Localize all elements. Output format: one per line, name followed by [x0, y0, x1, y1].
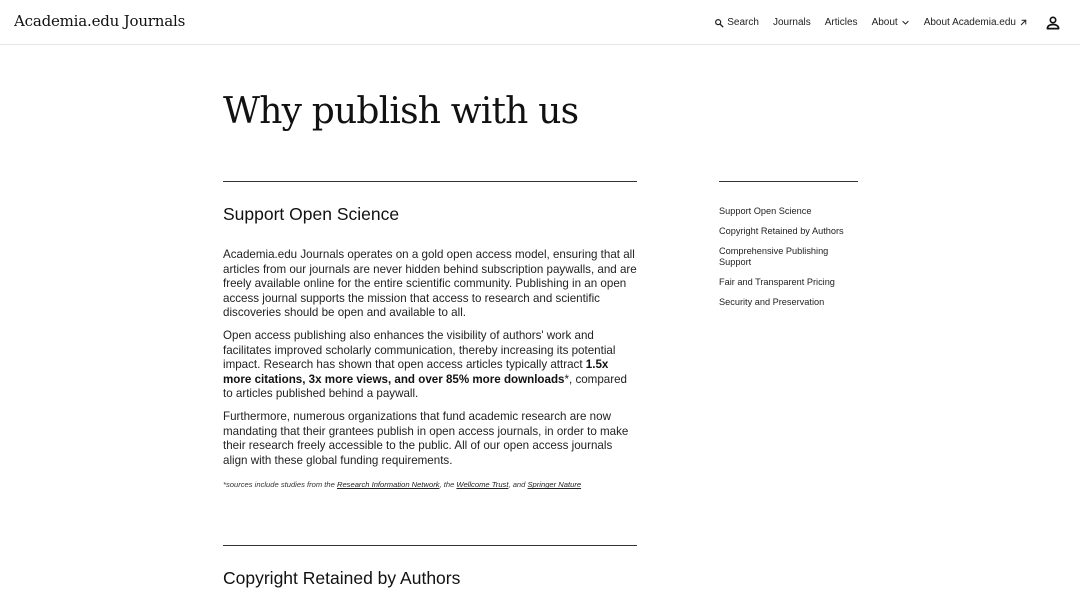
toc-item-pricing[interactable]: Fair and Transparent Pricing — [719, 277, 835, 287]
citation-stats-highlight: 1.5x more citations, 3x more views, and over 85% more downloads — [223, 358, 609, 386]
search-button[interactable] — [714, 17, 759, 28]
research-information-network-link[interactable]: Research Information Network — [336, 480, 440, 490]
external-arrow-icon — [1019, 18, 1028, 27]
section-heading-open-science: Support Open Science — [223, 204, 400, 224]
wellcome-trust-link[interactable]: Wellcome Trust — [456, 480, 509, 490]
search-icon — [714, 18, 724, 28]
nav-about-label: About — [871, 17, 898, 28]
person-icon — [1044, 19, 1062, 36]
paragraph-text: *, compared to articles published behind a paywall. — [223, 372, 627, 401]
top-navigation-bar — [0, 0, 1080, 45]
sources-text: , the — [439, 480, 457, 490]
toc-item-copyright-retained[interactable]: Copyright Retained by Authors — [719, 226, 844, 236]
sources-footnote — [223, 478, 637, 493]
sources-text: *sources include studies from the — [223, 480, 337, 490]
user-account-button[interactable] — [1044, 14, 1062, 32]
sources-text: , and — [508, 480, 528, 490]
main-nav — [714, 0, 1028, 45]
paragraph: Furthermore, numerous organizations that fund academic research are now mandating that their grantees publish in open access journals, in order to make their research freely accessible to the public. All of our open access journals align with these global funding requirements. — [223, 409, 629, 467]
nav-about-academia-label: About Academia.edu — [923, 17, 1016, 28]
chevron-down-icon — [901, 18, 910, 27]
toc-item-publishing-support[interactable]: Comprehensive Publishing Support — [719, 246, 829, 267]
nav-about-dropdown[interactable] — [872, 17, 910, 28]
section-divider — [223, 545, 637, 546]
section-body-open-science — [223, 248, 637, 493]
section-heading-copyright: Copyright Retained by Authors — [223, 568, 461, 588]
nav-articles-link[interactable]: Articles — [824, 17, 858, 28]
toc-item-support-open-science[interactable]: Support Open Science — [719, 206, 812, 216]
toc-item-security[interactable]: Security and Preservation — [719, 297, 825, 307]
brand-logo-link[interactable]: Academia.edu Journals — [14, 12, 186, 30]
paragraph: Academia.edu Journals operates on a gold open access model, ensuring that all articles from our journals are never hidden behind subscription paywalls, and are freely available online for the entire scientific community. Publishing in an open access journal supports the mission that access to research and scientific discoveries should be open and available to all. — [223, 248, 637, 320]
paragraph — [223, 329, 637, 402]
paragraph-text: Open access publishing also enhances the visibility of authors' work and facilitates improved scholarly communication, thereby increasing its potential impact. Research has shown that open access articles typically attract — [223, 328, 616, 372]
section-divider — [223, 181, 637, 182]
nav-journals-link[interactable]: Journals — [772, 17, 811, 28]
toc-list — [719, 182, 858, 308]
search-label: Search — [727, 17, 759, 28]
page-title: Why publish with us — [223, 91, 579, 132]
springer-nature-link[interactable]: Springer Nature — [527, 480, 582, 490]
table-of-contents — [719, 181, 858, 317]
nav-about-academia-link[interactable] — [924, 17, 1028, 28]
